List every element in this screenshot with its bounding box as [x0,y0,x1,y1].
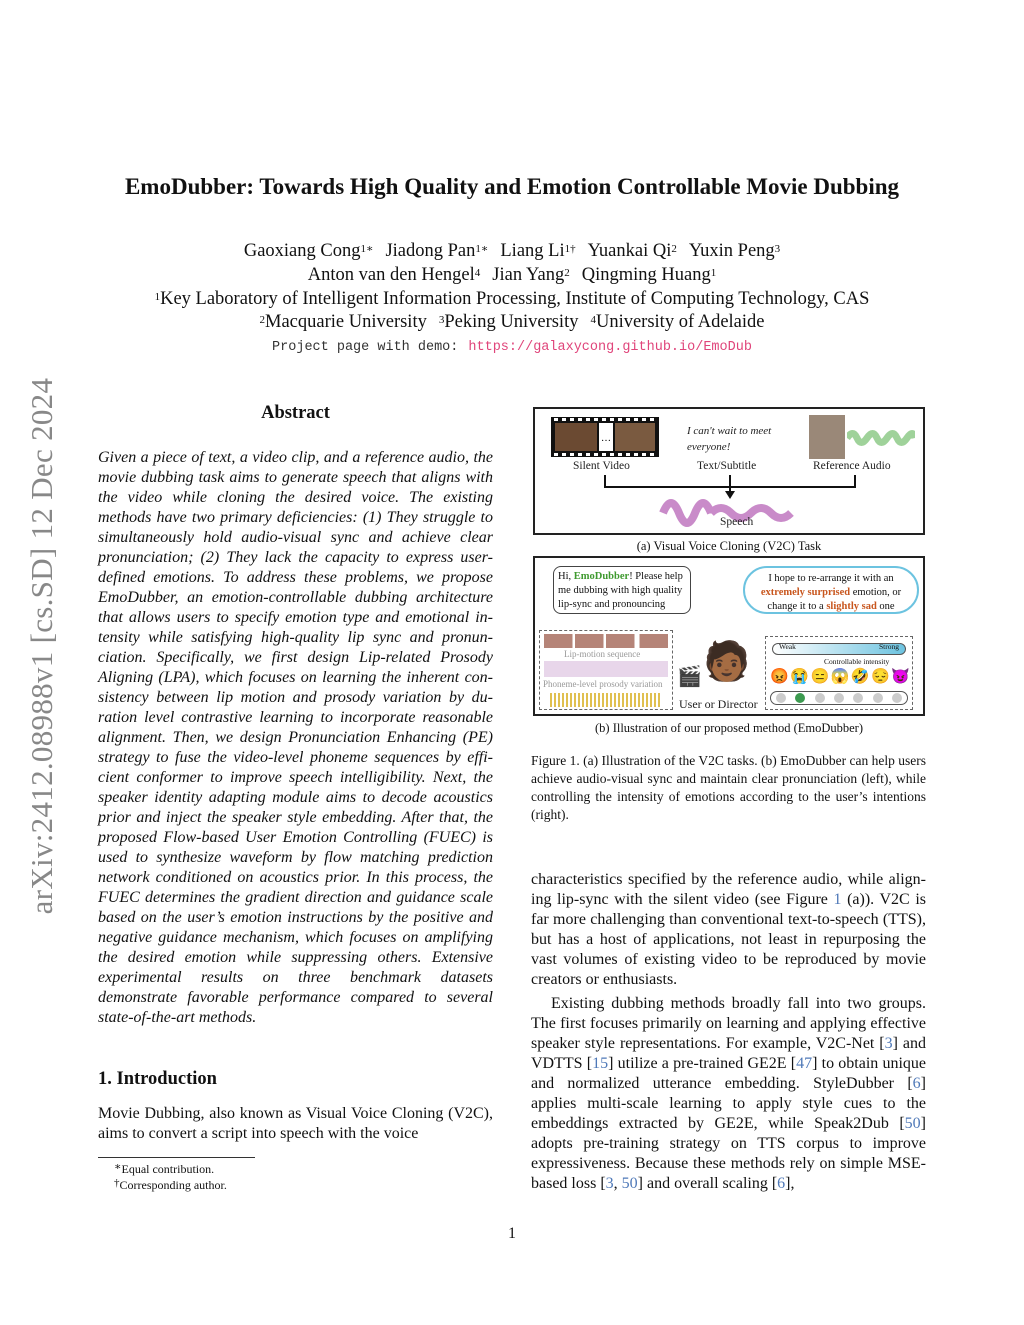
author-name: Yuankai Qi$^2$ [587,241,677,261]
emotion-selector [770,691,908,705]
emotion-emoji-icon: 😡 [770,669,789,685]
footnote-rule [98,1157,255,1158]
citation-link[interactable]: 3 [605,1175,614,1192]
bubble-text: ! Please help me dubbing with high quality lip-sync and pronouncing [558,571,683,610]
bubble-text: slightly sad [826,601,877,612]
author-name: Jiadong Pan$^{1∗}$ [385,241,489,261]
emotion-emoji-icon: 😔 [871,669,890,685]
body-paragraph-1: characteristics specified by the reference audio, while aligning lip-sync with the silent video (see Figure 1 (a)). V2C is far more challenging than conventional text-to-speech (TTS), but has a host of applications, not least in repurposing the vast volumes of existing video to be reproduced by movie creators or enthusiasts. [531,871,926,988]
author-name: Gaoxiang Cong$^{1∗}$ [243,241,374,261]
svg-text:…: … [601,433,611,444]
citation-link[interactable]: 3 [884,1035,893,1052]
emotion-emoji-icon: 😭 [790,669,809,685]
subtitle-text: I can't wait to meet everyone! [687,425,772,453]
author-affiliation-mark: 1∗ [475,243,489,255]
emotion-option-radio[interactable] [892,693,902,703]
clapperboard-icon: 🎬 [677,666,702,688]
emotion-option-radio[interactable] [815,693,825,703]
reference-audio-label: Reference Audio [813,460,891,472]
project-label: Project page with demo: [272,340,459,355]
abstract-heading: Abstract [261,403,330,423]
reference-waveform-icon [847,427,915,449]
citation-link[interactable]: 50 [621,1175,638,1192]
user-director-label: User or Director [679,697,758,711]
emotion-emoji-icon: 😱 [830,669,850,685]
lip-prosody-panel [539,630,673,710]
lip-motion-label: Lip-motion sequence [564,649,641,659]
citation-link[interactable]: 15 [592,1055,609,1072]
arxiv-identifier: arXiv:2412.08988v1 [cs.SD] 12 Dec 2024 [24,377,59,915]
author-affiliation-mark: 1† [564,243,576,255]
citation-link[interactable]: 47 [796,1055,813,1072]
emotion-option-radio[interactable] [776,693,786,703]
affiliation: $^3$Peking University [438,312,579,332]
authors-line-2 [0,263,1024,287]
bubble-text: Hi, [558,571,574,582]
bubble-text: EmoDubber [573,571,630,582]
affiliation-text: Key Laboratory of Intelligent Information Processing, Institute of Computing Technology, CAS [160,289,870,309]
author-affiliation-mark: 1 [710,267,717,279]
alignment-band [544,661,668,677]
author-name: Qingming Huang$^1$ [581,265,717,285]
citation-link[interactable]: 6 [912,1075,921,1092]
emotion-emoji-icon: 😑 [810,669,830,685]
slider-strong-label: Strong [878,642,899,651]
slider-weak-label: Weak [779,642,796,651]
bubble-text: one [876,601,895,612]
paper-title: EmoDubber: Towards High Quality and Emotion Controllable Movie Dubbing [124,174,900,199]
intro-heading: 1. Introduction [98,1069,217,1089]
footnote-text: Equal contribution. [121,1162,215,1176]
figure-1b-caption: (b) Illustration of our proposed method (EmoDubber) [595,721,863,735]
affiliation: $^2$Macquarie University [259,312,427,332]
author-affiliation-mark: 2 [671,243,677,255]
figure-1a-panel [533,407,925,535]
prosody-bars [550,693,660,707]
intensity-label: Controllable intensity [824,657,890,666]
affiliation-1: $^1$Key Laboratory of Intelligent Information Processing, Institute of Computing Technology, CAS [154,289,870,309]
text-subtitle-label: Text/Subtitle [697,460,757,472]
intro-text: Movie Dubbing, also known as Visual Voice Cloning (V2C), aims to convert a script into speech with the voice [98,1105,493,1142]
affiliation-mark: 3 [438,314,445,326]
bubble-text: extremely surprised [760,587,851,598]
emotion-option-radio[interactable] [795,693,805,703]
emotion-option-radio[interactable] [853,693,863,703]
project-page [0,340,1024,355]
footnote-mark: † [114,1177,120,1189]
citation-link[interactable]: 6 [777,1175,786,1192]
footnote-1 [114,1161,214,1178]
emotion-emoji-icon: 😈 [891,669,910,685]
emotion-emoji-row [770,667,910,686]
reference-speaker-photo [809,415,845,459]
author-affiliation-mark: 3 [774,243,781,255]
emotion-option-radio[interactable] [834,693,844,703]
author-affiliation-mark: 1∗ [360,243,374,255]
lip-motion-frames [544,634,668,648]
emotion-thought-bubble [743,566,919,614]
body-paragraph-2: Existing dubbing methods broadly fall into two groups. The first focuses primarily on learning and applying effective speaker style representations. For example, V2C-Net [3] and VDTTS [15] utilize a pre-trained GE2E [47] to obtain unique and normalized utterance embedding. StyleDubber [6] applies multi-scale learning to apply style cues to the embeddings extracted by GE2E, while Speak2Dub [50] adopts pre-training strategy on TTS corpus to improve expressiveness. Because these methods rely on simple MSE-based loss [3, 50] and overall scaling [6], [531,995,927,1192]
author-name: Liang $Li^{1\dagger}$ [500,241,576,261]
page-number: 1 [508,1225,516,1242]
bubble-text: emotion, or change it to a [767,587,902,612]
affiliation: $^4$University of Adelaide [590,312,765,332]
author-affiliation-mark: 2 [564,267,570,279]
emotion-control-panel [765,636,913,710]
affiliation-mark: 2 [259,314,266,326]
user-speech-bubble [553,566,691,614]
footnote-mark: ∗ [114,1161,122,1173]
footnote-2 [114,1177,227,1194]
author-name: Jian Yang$^2$ [492,265,570,285]
citation-link[interactable]: 50 [904,1115,921,1132]
emotion-option-radio[interactable] [873,693,883,703]
author-affiliation-mark: 4 [474,267,481,279]
citation-link[interactable]: 1 [833,891,842,908]
figure-1a-caption: (a) Visual Voice Cloning (V2C) Task [636,539,822,553]
director-avatar-icon: 🧑🏾 [703,641,751,683]
footnote-text: Corresponding author. [119,1178,227,1192]
abstract-text: Given a piece of text, a video clip, and a reference audio, the movie dubbing task aims to generate speech that aligns with the video while cloning the desired voice. The existing methods have two primary deficiencies: (1) They struggle to simultaneously hold audio-visual sync and achieve clear pronunciation; (2) They lack the capacity to express user-defined emotions. To address these problems, we propose EmoDubber, an emotion-controllable dubbing architecture that allows users to specify emotion type and emotional intensity while satisfying high-quality lip sync and pronunciation. Specifically, we first design Lip-related Prosody Aligning (LPA), which focuses on learning the inherent consistency between lip motion and prosody variation by duration level contrastive learning to incorporate reasonable alignment. Then, we design Pronunciation Enhancing (PE) strategy to fuse the video-level phoneme sequences by efficient conformer to improve speech intelligibility. Next, the speaker identity adapting module aims to decode acoustics prior and inject the speaker style embedding. After that, the proposed Flow-based User Emotion Controlling (FUEC) is used to synthesize waveform by flow matching prediction network conditioned on acoustics prior. In this process, the FUEC determines the gradient direction and guidance scale based on the user’s emotion instructions by the positive and negative guidance mechanism, which focuses on amplifying the desired emotion while suppressing others. Extensive experimental results on three benchmark datasets demonstrate favorable performance compared to several state-of-the-art methods. [98,449,493,1026]
prosody-label: Phoneme-level prosody variation [543,679,663,689]
figure-1b-panel [533,556,925,716]
affiliation-mark: 4 [590,314,596,326]
author-name: Anton van den Hengel$^4$ [307,265,481,285]
speech-label: Speech [720,516,754,528]
bubble-text: I hope to re-arrange it with an [768,573,894,584]
project-link[interactable]: https://galaxycong.github.io/EmoDub [468,340,752,355]
intensity-slider[interactable] [772,643,906,655]
silent-video-label: Silent Video [573,460,630,472]
author-name: Yuxin Peng$^3$ [688,241,781,261]
silent-video-filmstrip [551,417,659,457]
authors-line-1 [0,239,1024,263]
affiliation-2 [0,310,1024,334]
figure-1-caption: Figure 1. (a) Illustration of the V2C tasks. (b) EmoDubber can help users achieve audio-visual sync and maintain clear pronunciation (left), while controlling the intensity of emotions according to the user’s intentions (right). [531,753,926,822]
emotion-emoji-icon: 🤣 [850,669,870,685]
